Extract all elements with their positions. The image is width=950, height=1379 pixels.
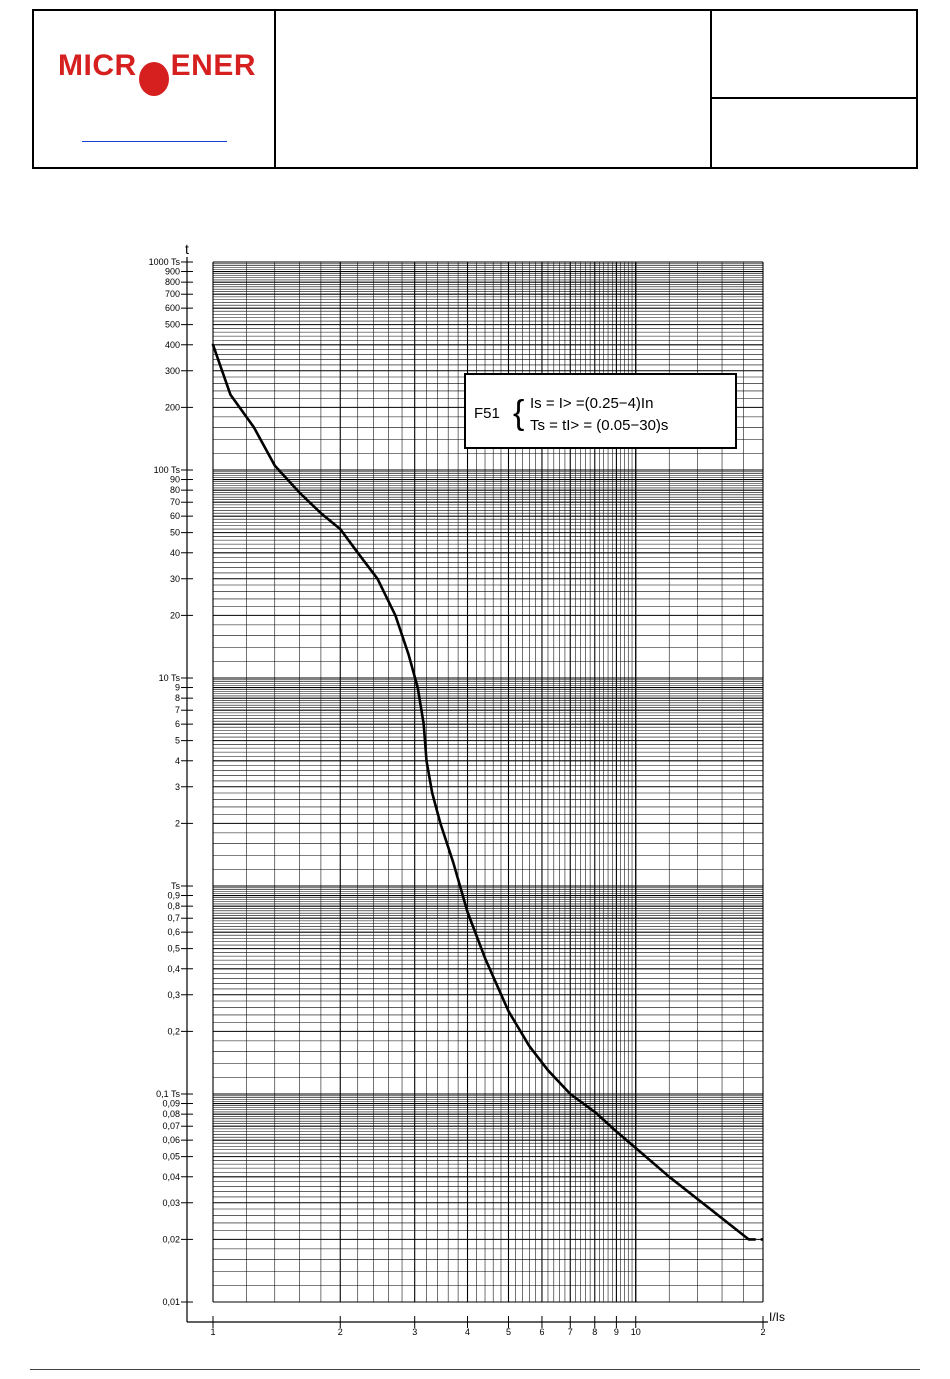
- settings-legend-box: [465, 374, 736, 448]
- y-tick-label: 400: [164, 339, 180, 350]
- x-tick-label: 2: [760, 1327, 766, 1337]
- y-tick-label: 2: [174, 818, 180, 829]
- y-tick-label: 0,6: [167, 927, 180, 938]
- y-tick-labels: [149, 257, 193, 1307]
- x-tick-label: 1: [210, 1327, 216, 1337]
- y-tick-label: 0,08: [162, 1109, 180, 1120]
- y-tick-label: 100 Ts: [153, 465, 180, 475]
- x-tick-label: 5: [505, 1327, 511, 1337]
- x-tick-label: 10: [630, 1327, 641, 1337]
- y-tick-label: 5: [174, 735, 180, 746]
- y-tick-label: 1000 Ts: [148, 257, 180, 267]
- y-tick-label: 0,03: [162, 1197, 180, 1208]
- x-axis-label: I/Is: [769, 1310, 786, 1324]
- y-tick-label: 700: [164, 289, 180, 300]
- y-tick-label: 0,2: [167, 1026, 180, 1037]
- x-tick-label: 7: [567, 1327, 573, 1337]
- y-tick-label: 0,9: [167, 890, 180, 901]
- y-tick-label: 20: [169, 610, 180, 621]
- y-tick-label: 3: [174, 781, 180, 792]
- y-tick-label: 0,3: [167, 989, 180, 1000]
- y-tick-label: 0,1 Ts: [156, 1089, 180, 1099]
- y-tick-label: 500: [164, 319, 180, 330]
- x-tick-label: 2: [337, 1327, 343, 1337]
- y-tick-label: 600: [164, 303, 180, 314]
- y-tick-label: 0,7: [167, 913, 180, 924]
- y-tick-label: 0,5: [167, 943, 180, 954]
- y-tick-label: 4: [174, 755, 180, 766]
- y-tick-label: 7: [174, 705, 180, 716]
- y-tick-label: 80: [169, 485, 180, 496]
- setting-current-line: Is = I> =(0.25−4)In: [530, 395, 654, 412]
- y-tick-label: 0,01: [162, 1297, 180, 1307]
- footer-rule: [30, 1369, 920, 1370]
- y-tick-label: 0,04: [162, 1171, 180, 1182]
- x-tick-label: 8: [592, 1327, 598, 1337]
- y-tick-label: 800: [164, 277, 180, 288]
- x-tick-label: 6: [539, 1327, 545, 1337]
- x-tick-label: 3: [412, 1327, 418, 1337]
- y-tick-label: 70: [169, 497, 180, 508]
- y-tick-label: 0,4: [167, 963, 180, 974]
- microener-logo: MICR ENER: [58, 49, 256, 96]
- y-axis-label: t: [185, 241, 189, 257]
- y-tick-label: 0,8: [167, 901, 180, 912]
- y-tick-label: 8: [174, 693, 180, 704]
- y-tick-label: 0,09: [162, 1098, 180, 1109]
- y-tick-label: 0,07: [162, 1121, 180, 1132]
- y-tick-label: 10 Ts: [158, 673, 180, 683]
- x-tick-label: 9: [613, 1327, 619, 1337]
- y-tick-label: 60: [169, 511, 180, 522]
- y-tick-label: 40: [169, 547, 180, 558]
- function-code: F51: [474, 405, 500, 422]
- setting-time-line: Ts = tI> = (0.05−30)s: [530, 417, 669, 434]
- brace-glyph: {: [513, 394, 525, 432]
- y-tick-label: 900: [164, 266, 180, 277]
- y-tick-label: Ts: [171, 881, 180, 891]
- y-tick-label: 0,02: [162, 1234, 180, 1245]
- y-tick-label: 0,05: [162, 1151, 180, 1162]
- y-tick-label: 90: [169, 474, 180, 485]
- y-tick-label: 0,06: [162, 1135, 180, 1146]
- y-tick-label: 6: [174, 719, 180, 730]
- y-tick-label: 300: [164, 365, 180, 376]
- x-tick-label: 4: [465, 1327, 471, 1337]
- x-tick-labels: [210, 1316, 765, 1337]
- y-tick-label: 30: [169, 573, 180, 584]
- y-tick-label: 200: [164, 402, 180, 413]
- y-tick-label: 50: [169, 527, 180, 538]
- y-tick-label: 9: [174, 682, 180, 693]
